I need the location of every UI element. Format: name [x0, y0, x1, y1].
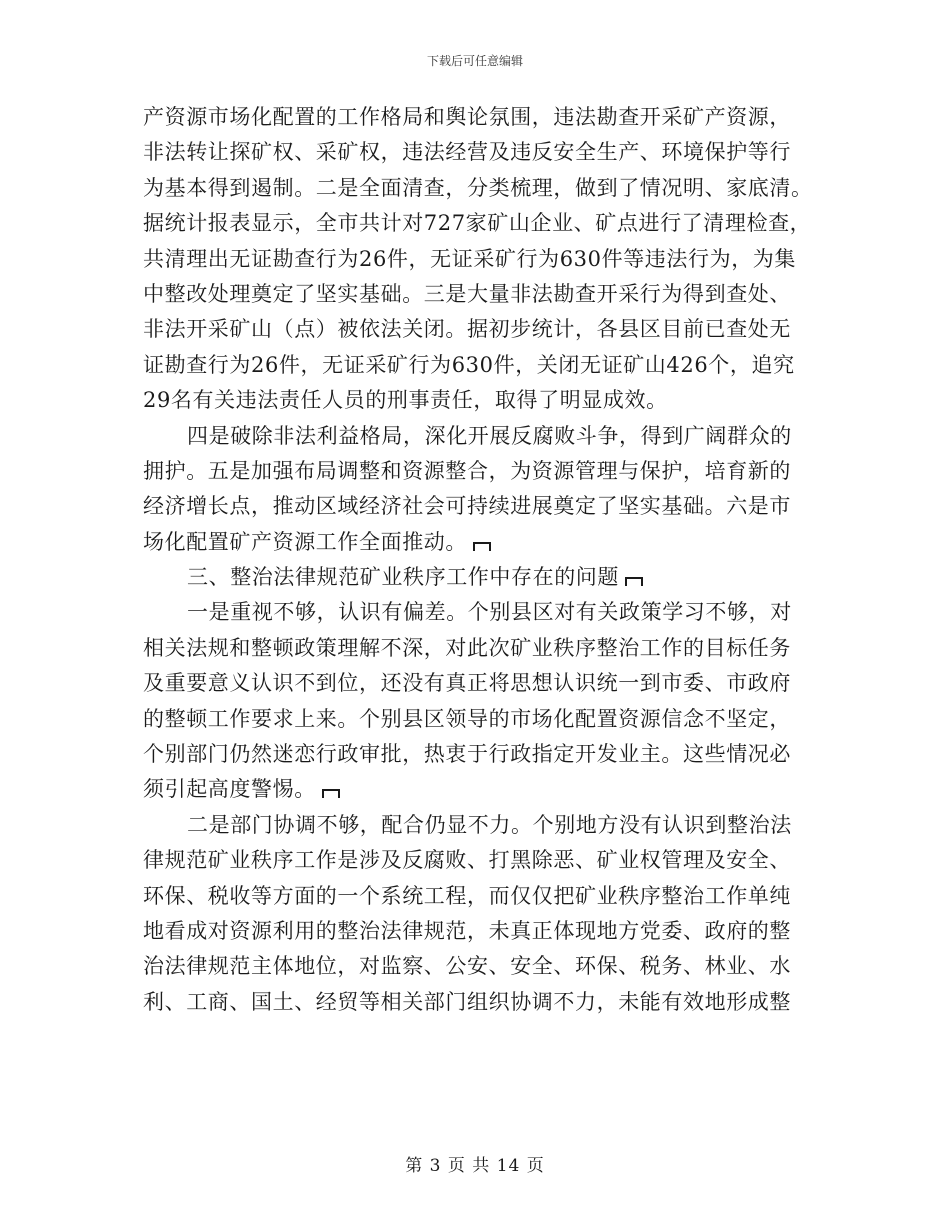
text-line: [143, 525, 815, 560]
text-line: 律规范矿业秩序工作是涉及反腐败、打黑除恶、矿业权管理及安全、: [143, 848, 791, 873]
text-line: 相关法规和整顿政策理解不深，对此次矿业秩序整治工作的目标任务: [143, 635, 791, 660]
text-line: 为基本得到遏制。二是全面清查，分类梳理，做到了情况明、家底清。: [143, 175, 813, 200]
paragraph-return-icon: [322, 789, 340, 798]
text-line: 证勘查行为26件，无证采矿行为630件，关闭无证矿山426个，追究: [143, 352, 795, 377]
text-line: 一是重视不够，认识有偏差。个别县区对有关政策学习不够，对: [187, 600, 792, 625]
page-footer: 第 3 页 共 14 页: [405, 1156, 545, 1176]
text-line-content: 场化配置矿产资源工作全面推动。: [143, 529, 467, 554]
text-line: 二是部门协调不够，配合仍显不力。个别地方没有认识到整治法: [187, 812, 792, 837]
text-line: 利、工商、国土、经贸等相关部门组织协调不力，未能有效地形成整: [143, 989, 791, 1014]
text-line: 四是破除非法利益格局，深化开展反腐败斗争，得到广阔群众的: [187, 423, 792, 448]
text-line: 据统计报表显示，全市共计对727家矿山企业、矿点进行了清理检查，: [143, 211, 812, 236]
text-line: 个别部门仍然迷恋行政审批，热衷于行政指定开发业主。这些情况必: [143, 742, 791, 767]
text-line: 非法转让探矿权、采矿权，违法经营及违反安全生产、环境保护等行: [143, 140, 791, 165]
section-heading-text: 三、整治法律规范矿业秩序工作中存在的问题: [187, 565, 619, 590]
body-text: [143, 100, 815, 1020]
text-line: 共清理出无证勘查行为26件，无证采矿行为630件等违法行为，为集: [143, 246, 797, 271]
text-line: 经济增长点，推动区域经济社会可持续进展奠定了坚实基础。六是市: [143, 494, 791, 519]
text-line-content: 须引起高度警惕。: [143, 777, 316, 802]
text-line: [143, 772, 815, 807]
paragraph-return-icon: [625, 577, 643, 586]
text-line: 拥护。五是加强布局调整和资源整合，为资源管理与保护，培育新的: [143, 458, 791, 483]
page-header: 下载后可任意编辑: [426, 54, 523, 68]
text-line: 产资源市场化配置的工作格局和舆论氛围，违法勘查开采矿产资源，: [143, 105, 791, 129]
text-line: 及重要意义认识不到位，还没有真正将思想认识统一到市委、市政府: [143, 671, 791, 696]
text-line: 环保、税收等方面的一个系统工程，而仅仅把矿业秩序整治工作单纯: [143, 883, 791, 908]
text-line: 治法律规范主体地位，对监察、公安、安全、环保、税务、林业、水: [143, 954, 791, 979]
section-heading: [143, 560, 815, 595]
text-line: 29名有关违法责任人员的刑事责任，取得了明显成效。: [143, 388, 668, 413]
text-line: 的整顿工作要求上来。个别县区领导的市场化配置资源信念不坚定，: [143, 706, 791, 731]
text-line: 中整改处理奠定了坚实基础。三是大量非法勘查开采行为得到查处、: [143, 281, 791, 306]
text-line: 非法开采矿山（点）被依法关闭。据初步统计，各县区目前已查处无: [143, 317, 791, 342]
text-line: 地看成对资源利用的整治法律规范，未真正体现地方党委、政府的整: [143, 918, 791, 943]
paragraph-return-icon: [473, 542, 491, 551]
